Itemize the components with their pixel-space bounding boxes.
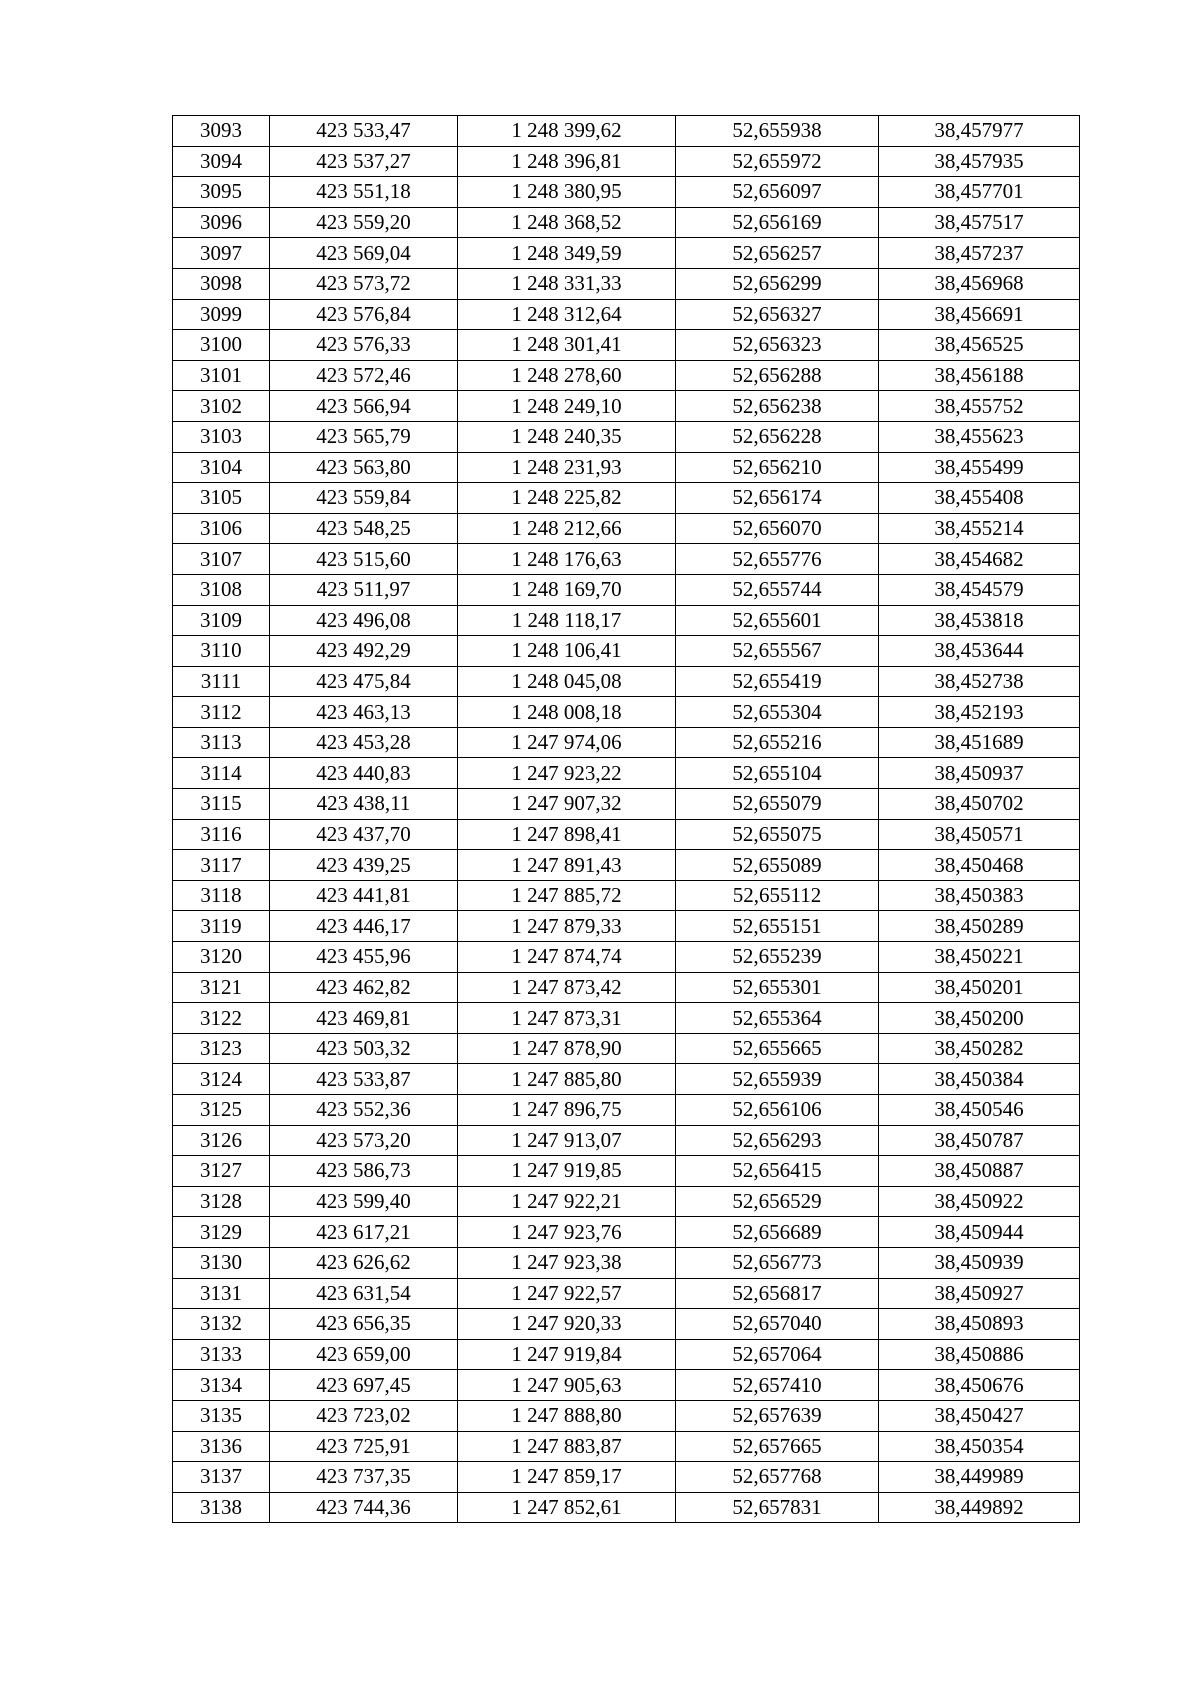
x-coordinate-cell: 423 441,81 — [270, 880, 458, 911]
latitude-cell: 52,656293 — [676, 1125, 879, 1156]
longitude-cell: 38,450468 — [879, 850, 1080, 881]
table-row — [173, 942, 1080, 973]
point-number-cell: 3118 — [173, 880, 270, 911]
latitude-cell: 52,656257 — [676, 238, 879, 269]
x-coordinate-cell: 423 744,36 — [270, 1492, 458, 1523]
x-coordinate-cell: 423 469,81 — [270, 1003, 458, 1034]
latitude-cell: 52,656323 — [676, 330, 879, 361]
y-coordinate-cell: 1 248 349,59 — [458, 238, 676, 269]
latitude-cell: 52,655776 — [676, 544, 879, 575]
x-coordinate-cell: 423 576,84 — [270, 299, 458, 330]
point-number-cell: 3119 — [173, 911, 270, 942]
point-number-cell: 3098 — [173, 268, 270, 299]
latitude-cell: 52,655972 — [676, 146, 879, 177]
latitude-cell: 52,657665 — [676, 1431, 879, 1462]
latitude-cell: 52,656210 — [676, 452, 879, 483]
x-coordinate-cell: 423 438,11 — [270, 789, 458, 820]
x-coordinate-cell: 423 503,32 — [270, 1033, 458, 1064]
latitude-cell: 52,656238 — [676, 391, 879, 422]
point-number-cell: 3122 — [173, 1003, 270, 1034]
latitude-cell: 52,656773 — [676, 1247, 879, 1278]
y-coordinate-cell: 1 247 923,22 — [458, 758, 676, 789]
table-row — [173, 972, 1080, 1003]
x-coordinate-cell: 423 725,91 — [270, 1431, 458, 1462]
table-row — [173, 1370, 1080, 1401]
y-coordinate-cell: 1 247 883,87 — [458, 1431, 676, 1462]
y-coordinate-cell: 1 247 896,75 — [458, 1095, 676, 1126]
table-row — [173, 207, 1080, 238]
y-coordinate-cell: 1 248 331,33 — [458, 268, 676, 299]
table-row — [173, 1492, 1080, 1523]
point-number-cell: 3136 — [173, 1431, 270, 1462]
table-row — [173, 666, 1080, 697]
y-coordinate-cell: 1 247 898,41 — [458, 819, 676, 850]
y-coordinate-cell: 1 248 169,70 — [458, 574, 676, 605]
table-row — [173, 758, 1080, 789]
latitude-cell: 52,656689 — [676, 1217, 879, 1248]
longitude-cell: 38,450702 — [879, 789, 1080, 820]
longitude-cell: 38,454579 — [879, 574, 1080, 605]
x-coordinate-cell: 423 446,17 — [270, 911, 458, 942]
y-coordinate-cell: 1 248 380,95 — [458, 177, 676, 208]
latitude-cell: 52,656169 — [676, 207, 879, 238]
longitude-cell: 38,456691 — [879, 299, 1080, 330]
table-row — [173, 1003, 1080, 1034]
x-coordinate-cell: 423 437,70 — [270, 819, 458, 850]
longitude-cell: 38,450354 — [879, 1431, 1080, 1462]
latitude-cell: 52,657768 — [676, 1462, 879, 1493]
longitude-cell: 38,450571 — [879, 819, 1080, 850]
latitude-cell: 52,655938 — [676, 116, 879, 147]
y-coordinate-cell: 1 247 919,84 — [458, 1339, 676, 1370]
point-number-cell: 3097 — [173, 238, 270, 269]
y-coordinate-cell: 1 247 873,42 — [458, 972, 676, 1003]
table-row — [173, 1431, 1080, 1462]
latitude-cell: 52,656106 — [676, 1095, 879, 1126]
y-coordinate-cell: 1 248 176,63 — [458, 544, 676, 575]
table-row — [173, 1033, 1080, 1064]
x-coordinate-cell: 423 475,84 — [270, 666, 458, 697]
point-number-cell: 3107 — [173, 544, 270, 575]
x-coordinate-cell: 423 455,96 — [270, 942, 458, 973]
point-number-cell: 3125 — [173, 1095, 270, 1126]
table-row — [173, 1186, 1080, 1217]
y-coordinate-cell: 1 248 396,81 — [458, 146, 676, 177]
longitude-cell: 38,450787 — [879, 1125, 1080, 1156]
longitude-cell: 38,455499 — [879, 452, 1080, 483]
latitude-cell: 52,656097 — [676, 177, 879, 208]
longitude-cell: 38,450944 — [879, 1217, 1080, 1248]
point-number-cell: 3131 — [173, 1278, 270, 1309]
longitude-cell: 38,450383 — [879, 880, 1080, 911]
table-row — [173, 1125, 1080, 1156]
longitude-cell: 38,450939 — [879, 1247, 1080, 1278]
point-number-cell: 3124 — [173, 1064, 270, 1095]
longitude-cell: 38,452193 — [879, 697, 1080, 728]
table-row — [173, 850, 1080, 881]
x-coordinate-cell: 423 559,84 — [270, 483, 458, 514]
x-coordinate-cell: 423 573,72 — [270, 268, 458, 299]
table-row — [173, 1309, 1080, 1340]
point-number-cell: 3096 — [173, 207, 270, 238]
point-number-cell: 3100 — [173, 330, 270, 361]
point-number-cell: 3127 — [173, 1156, 270, 1187]
longitude-cell: 38,450676 — [879, 1370, 1080, 1401]
point-number-cell: 3102 — [173, 391, 270, 422]
x-coordinate-cell: 423 440,83 — [270, 758, 458, 789]
table-row — [173, 1339, 1080, 1370]
table-row — [173, 697, 1080, 728]
x-coordinate-cell: 423 617,21 — [270, 1217, 458, 1248]
coordinates-table — [172, 115, 1080, 1523]
y-coordinate-cell: 1 247 923,76 — [458, 1217, 676, 1248]
table-row — [173, 1156, 1080, 1187]
y-coordinate-cell: 1 248 278,60 — [458, 360, 676, 391]
table-row — [173, 605, 1080, 636]
longitude-cell: 38,456968 — [879, 268, 1080, 299]
longitude-cell: 38,455752 — [879, 391, 1080, 422]
latitude-cell: 52,656174 — [676, 483, 879, 514]
longitude-cell: 38,455214 — [879, 513, 1080, 544]
latitude-cell: 52,656299 — [676, 268, 879, 299]
longitude-cell: 38,450282 — [879, 1033, 1080, 1064]
x-coordinate-cell: 423 511,97 — [270, 574, 458, 605]
x-coordinate-cell: 423 533,87 — [270, 1064, 458, 1095]
table-row — [173, 513, 1080, 544]
x-coordinate-cell: 423 559,20 — [270, 207, 458, 238]
latitude-cell: 52,655364 — [676, 1003, 879, 1034]
latitude-cell: 52,655075 — [676, 819, 879, 850]
point-number-cell: 3137 — [173, 1462, 270, 1493]
x-coordinate-cell: 423 697,45 — [270, 1370, 458, 1401]
longitude-cell: 38,450546 — [879, 1095, 1080, 1126]
y-coordinate-cell: 1 248 225,82 — [458, 483, 676, 514]
x-coordinate-cell: 423 533,47 — [270, 116, 458, 147]
longitude-cell: 38,450887 — [879, 1156, 1080, 1187]
y-coordinate-cell: 1 248 240,35 — [458, 421, 676, 452]
longitude-cell: 38,457237 — [879, 238, 1080, 269]
y-coordinate-cell: 1 247 888,80 — [458, 1400, 676, 1431]
longitude-cell: 38,450200 — [879, 1003, 1080, 1034]
table-row — [173, 1278, 1080, 1309]
y-coordinate-cell: 1 248 212,66 — [458, 513, 676, 544]
x-coordinate-cell: 423 631,54 — [270, 1278, 458, 1309]
longitude-cell: 38,453644 — [879, 636, 1080, 667]
point-number-cell: 3129 — [173, 1217, 270, 1248]
table-row — [173, 727, 1080, 758]
y-coordinate-cell: 1 247 919,85 — [458, 1156, 676, 1187]
longitude-cell: 38,451689 — [879, 727, 1080, 758]
point-number-cell: 3126 — [173, 1125, 270, 1156]
y-coordinate-cell: 1 248 118,17 — [458, 605, 676, 636]
longitude-cell: 38,457517 — [879, 207, 1080, 238]
longitude-cell: 38,450927 — [879, 1278, 1080, 1309]
latitude-cell: 52,657040 — [676, 1309, 879, 1340]
point-number-cell: 3108 — [173, 574, 270, 605]
point-number-cell: 3104 — [173, 452, 270, 483]
y-coordinate-cell: 1 247 907,32 — [458, 789, 676, 820]
x-coordinate-cell: 423 462,82 — [270, 972, 458, 1003]
x-coordinate-cell: 423 656,35 — [270, 1309, 458, 1340]
longitude-cell: 38,450289 — [879, 911, 1080, 942]
table-row — [173, 880, 1080, 911]
latitude-cell: 52,655301 — [676, 972, 879, 1003]
latitude-cell: 52,656817 — [676, 1278, 879, 1309]
table-row — [173, 1462, 1080, 1493]
latitude-cell: 52,655304 — [676, 697, 879, 728]
table-row — [173, 330, 1080, 361]
latitude-cell: 52,657064 — [676, 1339, 879, 1370]
longitude-cell: 38,455408 — [879, 483, 1080, 514]
x-coordinate-cell: 423 492,29 — [270, 636, 458, 667]
x-coordinate-cell: 423 548,25 — [270, 513, 458, 544]
latitude-cell: 52,655112 — [676, 880, 879, 911]
table-row — [173, 299, 1080, 330]
table-row — [173, 391, 1080, 422]
point-number-cell: 3135 — [173, 1400, 270, 1431]
y-coordinate-cell: 1 247 905,63 — [458, 1370, 676, 1401]
y-coordinate-cell: 1 248 106,41 — [458, 636, 676, 667]
longitude-cell: 38,449892 — [879, 1492, 1080, 1523]
y-coordinate-cell: 1 247 874,74 — [458, 942, 676, 973]
latitude-cell: 52,656070 — [676, 513, 879, 544]
latitude-cell: 52,655744 — [676, 574, 879, 605]
longitude-cell: 38,453818 — [879, 605, 1080, 636]
point-number-cell: 3093 — [173, 116, 270, 147]
y-coordinate-cell: 1 248 008,18 — [458, 697, 676, 728]
longitude-cell: 38,457701 — [879, 177, 1080, 208]
x-coordinate-cell: 423 626,62 — [270, 1247, 458, 1278]
point-number-cell: 3117 — [173, 850, 270, 881]
latitude-cell: 52,655089 — [676, 850, 879, 881]
table-row — [173, 268, 1080, 299]
latitude-cell: 52,655216 — [676, 727, 879, 758]
longitude-cell: 38,456525 — [879, 330, 1080, 361]
longitude-cell: 38,450922 — [879, 1186, 1080, 1217]
latitude-cell: 52,656228 — [676, 421, 879, 452]
longitude-cell: 38,456188 — [879, 360, 1080, 391]
point-number-cell: 3128 — [173, 1186, 270, 1217]
latitude-cell: 52,657831 — [676, 1492, 879, 1523]
latitude-cell: 52,655601 — [676, 605, 879, 636]
x-coordinate-cell: 423 599,40 — [270, 1186, 458, 1217]
table-row — [173, 1217, 1080, 1248]
y-coordinate-cell: 1 248 045,08 — [458, 666, 676, 697]
x-coordinate-cell: 423 573,20 — [270, 1125, 458, 1156]
latitude-cell: 52,655939 — [676, 1064, 879, 1095]
point-number-cell: 3099 — [173, 299, 270, 330]
x-coordinate-cell: 423 576,33 — [270, 330, 458, 361]
point-number-cell: 3109 — [173, 605, 270, 636]
point-number-cell: 3110 — [173, 636, 270, 667]
longitude-cell: 38,457935 — [879, 146, 1080, 177]
table-row — [173, 1064, 1080, 1095]
y-coordinate-cell: 1 247 879,33 — [458, 911, 676, 942]
latitude-cell: 52,655665 — [676, 1033, 879, 1064]
longitude-cell: 38,452738 — [879, 666, 1080, 697]
latitude-cell: 52,656288 — [676, 360, 879, 391]
table-row — [173, 819, 1080, 850]
x-coordinate-cell: 423 566,94 — [270, 391, 458, 422]
point-number-cell: 3113 — [173, 727, 270, 758]
x-coordinate-cell: 423 463,13 — [270, 697, 458, 728]
latitude-cell: 52,656327 — [676, 299, 879, 330]
y-coordinate-cell: 1 248 312,64 — [458, 299, 676, 330]
y-coordinate-cell: 1 247 922,21 — [458, 1186, 676, 1217]
longitude-cell: 38,455623 — [879, 421, 1080, 452]
latitude-cell: 52,655104 — [676, 758, 879, 789]
y-coordinate-cell: 1 248 301,41 — [458, 330, 676, 361]
longitude-cell: 38,450886 — [879, 1339, 1080, 1370]
point-number-cell: 3103 — [173, 421, 270, 452]
point-number-cell: 3116 — [173, 819, 270, 850]
x-coordinate-cell: 423 537,27 — [270, 146, 458, 177]
y-coordinate-cell: 1 247 885,72 — [458, 880, 676, 911]
latitude-cell: 52,655567 — [676, 636, 879, 667]
point-number-cell: 3114 — [173, 758, 270, 789]
longitude-cell: 38,449989 — [879, 1462, 1080, 1493]
table-row — [173, 360, 1080, 391]
longitude-cell: 38,450384 — [879, 1064, 1080, 1095]
y-coordinate-cell: 1 247 891,43 — [458, 850, 676, 881]
x-coordinate-cell: 423 496,08 — [270, 605, 458, 636]
latitude-cell: 52,655239 — [676, 942, 879, 973]
x-coordinate-cell: 423 723,02 — [270, 1400, 458, 1431]
y-coordinate-cell: 1 247 859,17 — [458, 1462, 676, 1493]
longitude-cell: 38,450201 — [879, 972, 1080, 1003]
point-number-cell: 3111 — [173, 666, 270, 697]
y-coordinate-cell: 1 247 873,31 — [458, 1003, 676, 1034]
y-coordinate-cell: 1 248 368,52 — [458, 207, 676, 238]
table-row — [173, 636, 1080, 667]
table-row — [173, 177, 1080, 208]
point-number-cell: 3130 — [173, 1247, 270, 1278]
coordinates-table-body — [173, 116, 1080, 1523]
latitude-cell: 52,655079 — [676, 789, 879, 820]
y-coordinate-cell: 1 248 249,10 — [458, 391, 676, 422]
x-coordinate-cell: 423 659,00 — [270, 1339, 458, 1370]
point-number-cell: 3138 — [173, 1492, 270, 1523]
x-coordinate-cell: 423 563,80 — [270, 452, 458, 483]
x-coordinate-cell: 423 551,18 — [270, 177, 458, 208]
point-number-cell: 3133 — [173, 1339, 270, 1370]
point-number-cell: 3106 — [173, 513, 270, 544]
latitude-cell: 52,655151 — [676, 911, 879, 942]
x-coordinate-cell: 423 737,35 — [270, 1462, 458, 1493]
latitude-cell: 52,657410 — [676, 1370, 879, 1401]
x-coordinate-cell: 423 453,28 — [270, 727, 458, 758]
table-row — [173, 421, 1080, 452]
longitude-cell: 38,450893 — [879, 1309, 1080, 1340]
table-row — [173, 574, 1080, 605]
x-coordinate-cell: 423 565,79 — [270, 421, 458, 452]
point-number-cell: 3134 — [173, 1370, 270, 1401]
table-row — [173, 911, 1080, 942]
y-coordinate-cell: 1 247 923,38 — [458, 1247, 676, 1278]
y-coordinate-cell: 1 247 878,90 — [458, 1033, 676, 1064]
table-row — [173, 238, 1080, 269]
x-coordinate-cell: 423 572,46 — [270, 360, 458, 391]
table-row — [173, 1400, 1080, 1431]
point-number-cell: 3095 — [173, 177, 270, 208]
latitude-cell: 52,656529 — [676, 1186, 879, 1217]
point-number-cell: 3101 — [173, 360, 270, 391]
x-coordinate-cell: 423 515,60 — [270, 544, 458, 575]
point-number-cell: 3115 — [173, 789, 270, 820]
table-row — [173, 1095, 1080, 1126]
table-row — [173, 116, 1080, 147]
table-row — [173, 1247, 1080, 1278]
longitude-cell: 38,457977 — [879, 116, 1080, 147]
x-coordinate-cell: 423 586,73 — [270, 1156, 458, 1187]
point-number-cell: 3105 — [173, 483, 270, 514]
point-number-cell: 3112 — [173, 697, 270, 728]
y-coordinate-cell: 1 248 231,93 — [458, 452, 676, 483]
point-number-cell: 3121 — [173, 972, 270, 1003]
y-coordinate-cell: 1 247 922,57 — [458, 1278, 676, 1309]
longitude-cell: 38,450221 — [879, 942, 1080, 973]
longitude-cell: 38,454682 — [879, 544, 1080, 575]
table-row — [173, 483, 1080, 514]
x-coordinate-cell: 423 569,04 — [270, 238, 458, 269]
y-coordinate-cell: 1 248 399,62 — [458, 116, 676, 147]
table-row — [173, 544, 1080, 575]
point-number-cell: 3132 — [173, 1309, 270, 1340]
point-number-cell: 3120 — [173, 942, 270, 973]
x-coordinate-cell: 423 439,25 — [270, 850, 458, 881]
latitude-cell: 52,657639 — [676, 1400, 879, 1431]
y-coordinate-cell: 1 247 913,07 — [458, 1125, 676, 1156]
table-row — [173, 789, 1080, 820]
point-number-cell: 3094 — [173, 146, 270, 177]
x-coordinate-cell: 423 552,36 — [270, 1095, 458, 1126]
point-number-cell: 3123 — [173, 1033, 270, 1064]
longitude-cell: 38,450427 — [879, 1400, 1080, 1431]
y-coordinate-cell: 1 247 852,61 — [458, 1492, 676, 1523]
longitude-cell: 38,450937 — [879, 758, 1080, 789]
table-row — [173, 452, 1080, 483]
y-coordinate-cell: 1 247 920,33 — [458, 1309, 676, 1340]
y-coordinate-cell: 1 247 885,80 — [458, 1064, 676, 1095]
latitude-cell: 52,656415 — [676, 1156, 879, 1187]
table-row — [173, 146, 1080, 177]
y-coordinate-cell: 1 247 974,06 — [458, 727, 676, 758]
latitude-cell: 52,655419 — [676, 666, 879, 697]
